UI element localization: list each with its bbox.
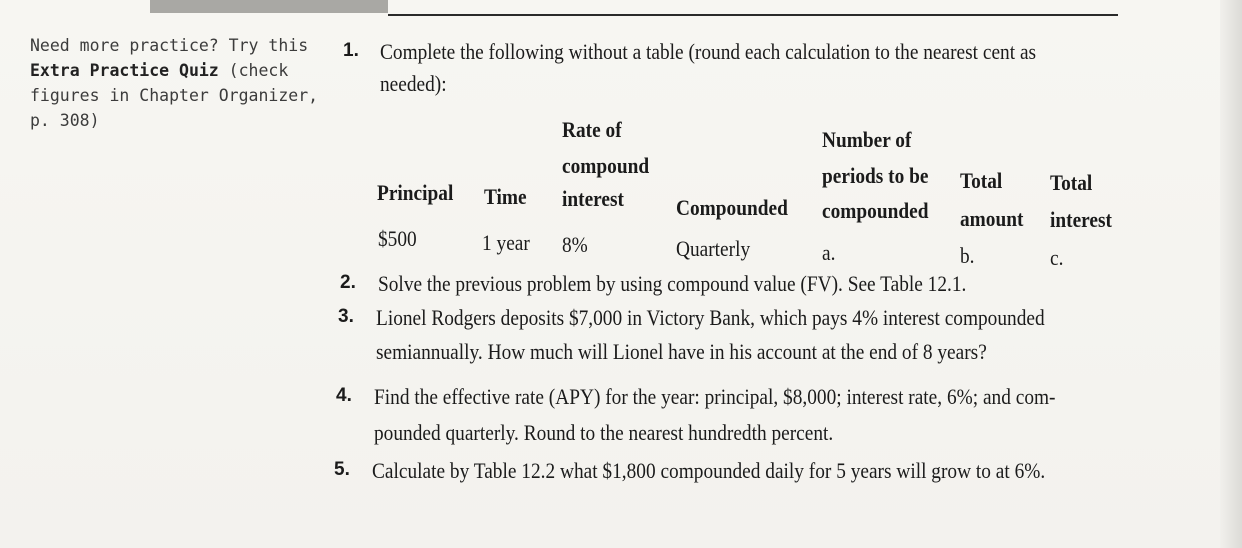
cell-principal: $500 [378,226,417,251]
header-compounded: Compounded [676,195,788,220]
header-total-interest: interest [1050,207,1112,232]
header-total-amount: Total [960,168,1003,193]
cell-time: 1 year [482,230,530,255]
header-rate: compound [562,153,650,178]
header-periods: periods to be [822,163,929,188]
problem-text: needed): [380,71,447,96]
practice-sidebar-note [30,33,319,133]
problem-number: 3. [338,306,354,327]
header-periods: compounded [822,198,929,223]
problem-text: semiannually. How much will Lionel have in his account at the end of 8 years? [376,339,987,364]
problem-number: 4. [336,385,352,406]
problem-text: Complete the following without a table (round each calculation to the nearest cent as [380,39,1037,64]
problem-text: Solve the previous problem by using compound value (FV). See Table 12.1. [378,271,967,296]
sidebar-line: p. 308) [30,111,100,130]
problem-text: Lionel Rodgers deposits $7,000 in Victory Bank, which pays 4% interest compounded [376,305,1045,330]
sidebar-line: figures in Chapter Organizer, [30,86,319,105]
header-principal: Principal [377,180,454,205]
cell-periods: a. [822,240,836,265]
problem-text: Find the effective rate (APY) for the year: principal, $8,000; interest rate, 6%; and com- [374,384,1056,409]
page-edge-shadow [1220,0,1242,548]
problem-number: 5. [334,459,350,480]
header-total-interest: Total [1050,170,1093,195]
cell-rate: 8% [562,232,588,257]
header-rule [388,14,1118,16]
header-total-amount: amount [960,206,1024,231]
sidebar-line-rest: (check [218,61,289,80]
cell-interest: c. [1050,245,1064,270]
problem-text: Calculate by Table 12.2 what $1,800 compounded daily for 5 years will grow to at 6%. [372,458,1046,483]
problem-number: 1. [343,40,359,61]
header-rate: interest [562,186,624,211]
sidebar-line: Need more practice? Try this [30,36,309,55]
header-rate: Rate of [562,117,622,142]
quiz-link-text: Extra Practice Quiz [30,61,219,80]
header-periods: Number of [822,127,912,152]
problem-text: pounded quarterly. Round to the nearest hundredth percent. [374,420,834,445]
problem-number: 2. [340,272,356,293]
header-band [150,0,388,13]
header-time: Time [484,184,527,209]
cell-compounded: Quarterly [676,236,751,261]
sidebar-line [30,58,310,83]
cell-amount: b. [960,243,975,268]
